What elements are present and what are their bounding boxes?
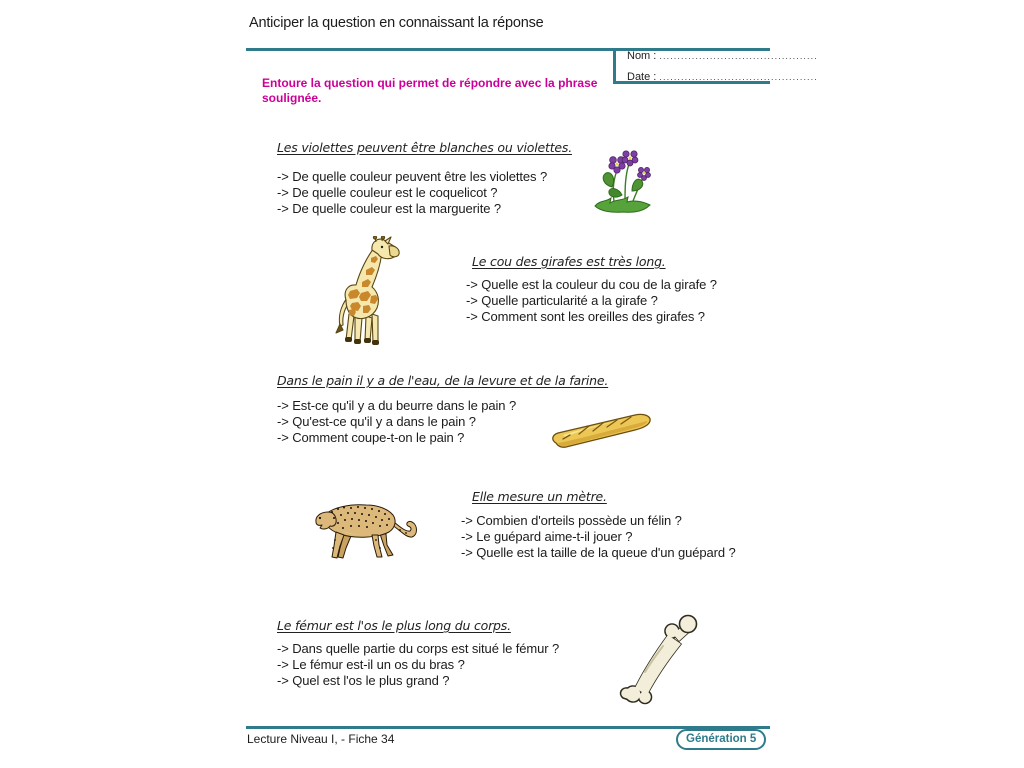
exercise-1-questions — [277, 169, 547, 217]
instruction-text: Entoure la question qui permet de répondre avec la phrase soulignée. — [262, 76, 598, 105]
violets-illustration — [592, 149, 654, 215]
baguette-illustration — [549, 408, 655, 453]
question-line[interactable]: -> Comment coupe-t-on le pain ? — [277, 430, 465, 445]
name-dotted-line: ............................................ — [659, 51, 818, 61]
exercise-5-sentence: Le fémur est l'os le plus long du corps. — [277, 618, 511, 633]
name-label: Nom : — [627, 50, 657, 62]
question-line[interactable]: -> Dans quelle partie du corps est situé le fémur ? — [277, 641, 560, 656]
exercise-4-questions — [461, 513, 736, 561]
question-line[interactable]: -> Quel est l'os le plus grand ? — [277, 673, 450, 688]
page-title: Anticiper la question en connaissant la réponse — [249, 15, 544, 31]
date-dotted-line: ............................................ — [659, 72, 818, 82]
question-line[interactable]: -> Combien d'orteils possède un félin ? — [461, 513, 682, 528]
question-line[interactable]: -> Est-ce qu'il y a du beurre dans le pain ? — [277, 398, 517, 413]
date-label: Date : — [627, 71, 657, 83]
femur-bone-illustration — [615, 610, 706, 707]
giraffe-illustration — [322, 236, 406, 351]
worksheet-reference: Lecture Niveau I, - Fiche 34 — [247, 732, 395, 746]
question-line[interactable]: -> Quelle particularité a la girafe ? — [466, 293, 658, 308]
exercise-5-questions — [277, 641, 559, 689]
exercise-4-sentence: Elle mesure un mètre. — [472, 489, 607, 504]
generation5-logo: Génération 5 — [676, 729, 766, 750]
question-line[interactable]: -> De quelle couleur est la marguerite ? — [277, 201, 501, 216]
question-line[interactable]: -> Quelle est la taille de la queue d'un guépard ? — [461, 545, 736, 560]
exercise-2-questions — [466, 277, 717, 325]
cheetah-illustration — [314, 496, 422, 564]
exercise-3-questions — [277, 398, 516, 446]
question-line[interactable]: -> De quelle couleur est le coquelicot ? — [277, 185, 498, 200]
name-field[interactable] — [627, 50, 818, 62]
question-line[interactable]: -> Le fémur est-il un os du bras ? — [277, 657, 465, 672]
date-field[interactable] — [627, 71, 818, 83]
question-line[interactable]: -> Qu'est-ce qu'il y a dans le pain ? — [277, 414, 476, 429]
question-line[interactable]: -> Quelle est la couleur du cou de la girafe ? — [466, 277, 717, 292]
exercise-3-sentence: Dans le pain il y a de l'eau, de la levure et de la farine. — [277, 373, 609, 388]
question-line[interactable]: -> Comment sont les oreilles des girafes ? — [466, 309, 705, 324]
exercise-1-sentence: Les violettes peuvent être blanches ou violettes. — [277, 140, 572, 155]
exercise-2-sentence: Le cou des girafes est très long. — [472, 254, 666, 269]
question-line[interactable]: -> De quelle couleur peuvent être les violettes ? — [277, 169, 548, 184]
question-line[interactable]: -> Le guépard aime-t-il jouer ? — [461, 529, 633, 544]
